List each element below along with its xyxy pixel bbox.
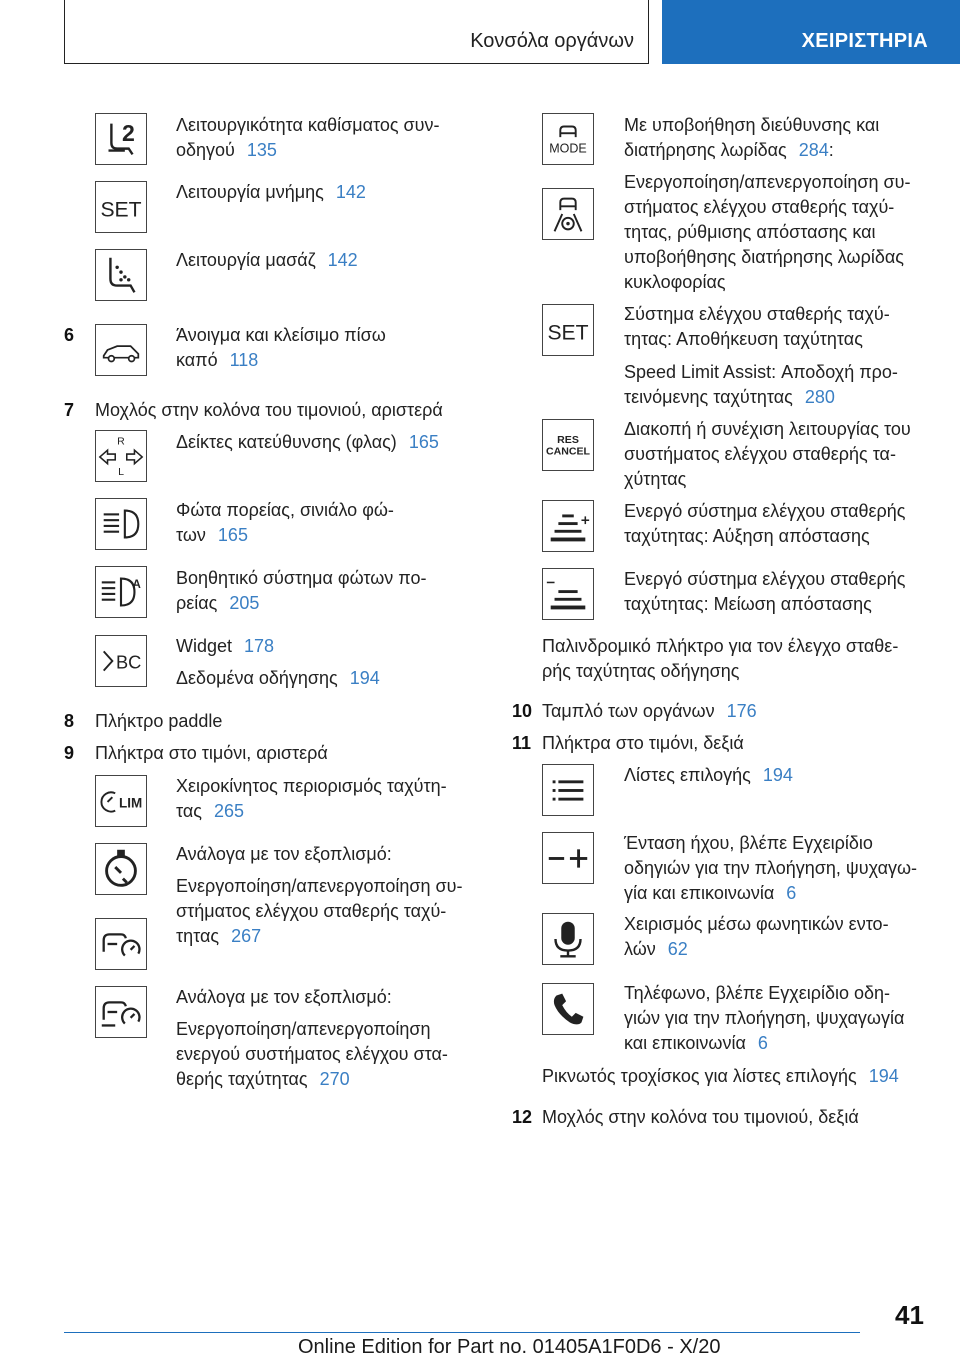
phone-text: Τηλέφωνο, βλέπε Εγχειρίδιο οδη- γιών για την πλοήγηση, ψυχαγωγία και επικοινωνία 6 [624, 983, 905, 1053]
massage-text: Λειτουργία μασάζ 142 [176, 250, 358, 270]
thumbwheel-text: Ρικνωτός τροχίσκος για λίστες επιλογής 194 [542, 1066, 899, 1086]
item-number: 9 [64, 743, 75, 763]
driving-assistant-text: Ενεργοποίηση/απενεργοποίηση συ- στήματος ελέγχου σταθερής ταχύ- τητας, ρύθμισης απόστασης και υποβοήθησης διατήρησης λωρίδας κυκλοφορίας [624, 172, 911, 292]
cruise-control-icon [95, 918, 147, 970]
speed-limiter-text: Χειροκίνητος περιορισμός ταχύτη- τας 265 [176, 776, 447, 821]
driving-assistant-icon [542, 188, 594, 240]
svg-text:2: 2 [121, 119, 135, 146]
microphone-icon [542, 913, 594, 965]
svg-text:MODE: MODE [549, 141, 587, 156]
turn-signal-text: Δείκτες κατεύθυνσης (φλας) 165 [176, 432, 439, 452]
item-number: 11 [512, 733, 532, 753]
page-ref[interactable]: 62 [667, 939, 688, 959]
res-cancel-text: Διακοπή ή συνέχιση λειτουργίας του συστήματος ελέγχου σταθερής τα- χύτητας [624, 419, 911, 489]
seat-memory-2-icon [95, 113, 147, 165]
high-beam-text: Βοηθητικό σύστημα φώτων πο- ρείας 205 [176, 568, 427, 613]
page-ref[interactable]: 194 [349, 668, 380, 688]
svg-text:BC: BC [116, 651, 142, 673]
cruise-control-text: Ενεργοποίηση/απενεργοποίηση συ- στήματος ελέγχου σταθερής ταχύ- τητας 267 [176, 876, 463, 946]
footer-divider [64, 1332, 860, 1333]
page-ref[interactable]: 194 [868, 1066, 899, 1086]
bc-button-icon [95, 635, 147, 687]
item-11-text: Πλήκτρα στο τιμόνι, δεξιά [542, 733, 744, 753]
distance-decrease-icon [542, 568, 594, 620]
footer-edition: Online Edition for Part no. 01405A1F0D6 - X/20 [298, 1336, 721, 1358]
volume-text: Ένταση ήχου, βλέπε Εγχειρίδιο οδηγιών για την πλοήγηση, ψυχαγω- γία και επικοινωνία 6 [624, 833, 918, 903]
list-icon [542, 764, 594, 816]
section-title: Κονσόλα οργάνων [470, 30, 634, 52]
page-ref[interactable]: 205 [229, 593, 260, 613]
equipment-note: Ανάλογα με τον εξοπλισμό: [176, 844, 392, 864]
widget-text: Widget 178 [176, 636, 275, 656]
item-10-text: Ταμπλό των οργάνων 176 [542, 701, 757, 721]
page-ref[interactable]: 270 [319, 1069, 350, 1089]
page-ref[interactable]: 265 [213, 801, 244, 821]
page-number: 41 [895, 1300, 924, 1330]
speed-gauge-icon [95, 843, 147, 895]
set-button-icon [95, 181, 147, 233]
tailgate-icon [95, 324, 147, 376]
item-7-text: Μοχλός στην κολόνα του τιμονιού, αριστερά [95, 400, 443, 420]
turn-signal-icon [95, 430, 147, 482]
memory-text: Λειτουργία μνήμης 142 [176, 182, 366, 202]
item-number: 10 [512, 701, 533, 721]
item-number: 8 [64, 711, 75, 731]
chapter-tab[interactable] [662, 0, 960, 64]
phone-icon [542, 983, 594, 1035]
massage-seat-icon [95, 249, 147, 301]
drive-data-text: Δεδομένα οδήγησης 194 [176, 668, 380, 688]
page-ref[interactable]: 142 [327, 250, 358, 270]
svg-text:SET: SET [547, 321, 589, 345]
svg-text:LIM: LIM [119, 795, 143, 811]
set-speed-icon [542, 304, 594, 356]
page-ref[interactable]: 178 [244, 636, 275, 656]
item-8-text: Πλήκτρο paddle [95, 711, 223, 731]
item-12-text: Μοχλός στην κολόνα του τιμονιού, δεξιά [542, 1107, 859, 1127]
speed-limit-assist-text: Speed Limit Assist: Αποδοχή προ- τεινόμενης ταχύτητας 280 [624, 362, 898, 407]
rocker-switch-text: Παλινδρομικό πλήκτρο για τον έλεγχο σταθε- ρής ταχύτητας οδήγησης [542, 636, 899, 681]
svg-text:CANCEL: CANCEL [545, 445, 591, 458]
svg-text:L: L [118, 466, 124, 479]
page-ref[interactable]: 142 [335, 182, 366, 202]
page-ref[interactable]: 284 [798, 140, 829, 160]
tailgate-text: Άνοιγμα και κλείσιμο πίσω καπό 118 [176, 325, 386, 370]
page-ref[interactable]: 280 [804, 387, 835, 407]
svg-text:SET: SET [100, 198, 142, 222]
distance-increase-text: Ενεργό σύστημα ελέγχου σταθερής ταχύτητας: Αύξηση απόστασης [624, 501, 906, 546]
svg-text:R: R [117, 435, 125, 448]
header-box [64, 0, 649, 64]
speed-limiter-icon [95, 775, 147, 827]
active-cruise-control-icon [95, 986, 147, 1038]
seat-function-text: Λειτουργικότητα καθίσματος συν- οδηγού 135 [176, 115, 440, 160]
page-ref[interactable]: 6 [786, 883, 797, 903]
lists-text: Λίστες επιλογής 194 [624, 765, 793, 785]
res-cancel-icon [542, 419, 594, 471]
volume-plus-minus-icon [542, 832, 594, 884]
low-beam-icon [95, 498, 147, 550]
equipment-note: Ανάλογα με τον εξοπλισμό: [176, 987, 392, 1007]
page-ref[interactable]: 6 [757, 1033, 768, 1053]
item-number: 12 [512, 1107, 533, 1127]
high-beam-assist-icon [95, 566, 147, 618]
set-speed-text: Σύστημα ελέγχου σταθερής ταχύ- τητας: Αποθήκευση ταχύτητας [624, 304, 890, 349]
chapter-tab-label: ΧΕΙΡΙΣΤΗΡΙΑ [801, 30, 928, 52]
page-ref[interactable]: 118 [229, 350, 259, 370]
active-cruise-text: Ενεργοποίηση/απενεργοποίηση ενεργού συστήματος ελέγχου στα- θερής ταχύτητας 270 [176, 1019, 448, 1089]
page-ref[interactable]: 165 [408, 432, 439, 452]
page-ref[interactable]: 267 [231, 926, 262, 946]
distance-decrease-text: Ενεργό σύστημα ελέγχου σταθερής ταχύτητας: Μείωση απόστασης [624, 569, 906, 614]
svg-text:A: A [132, 579, 141, 592]
page-ref[interactable]: 176 [726, 701, 757, 721]
mode-text: Με υποβοήθηση διεύθυνσης και διατήρησης λωρίδας 284: [624, 115, 880, 160]
item-9-text: Πλήκτρα στο τιμόνι, αριστερά [95, 743, 328, 763]
item-number: 6 [64, 325, 75, 345]
page-ref[interactable]: 165 [217, 525, 248, 545]
svg-text:RES: RES [557, 434, 579, 447]
item-number: 7 [64, 400, 75, 420]
voice-control-text: Χειρισμός μέσω φωνητικών εντο- λών 62 [624, 914, 889, 959]
page-ref[interactable]: 135 [246, 140, 277, 160]
low-beam-text: Φώτα πορείας, σινιάλο φώ- των 165 [176, 500, 394, 545]
page-ref[interactable]: 194 [762, 765, 793, 785]
mode-button-icon [542, 113, 594, 165]
distance-increase-icon [542, 500, 594, 552]
